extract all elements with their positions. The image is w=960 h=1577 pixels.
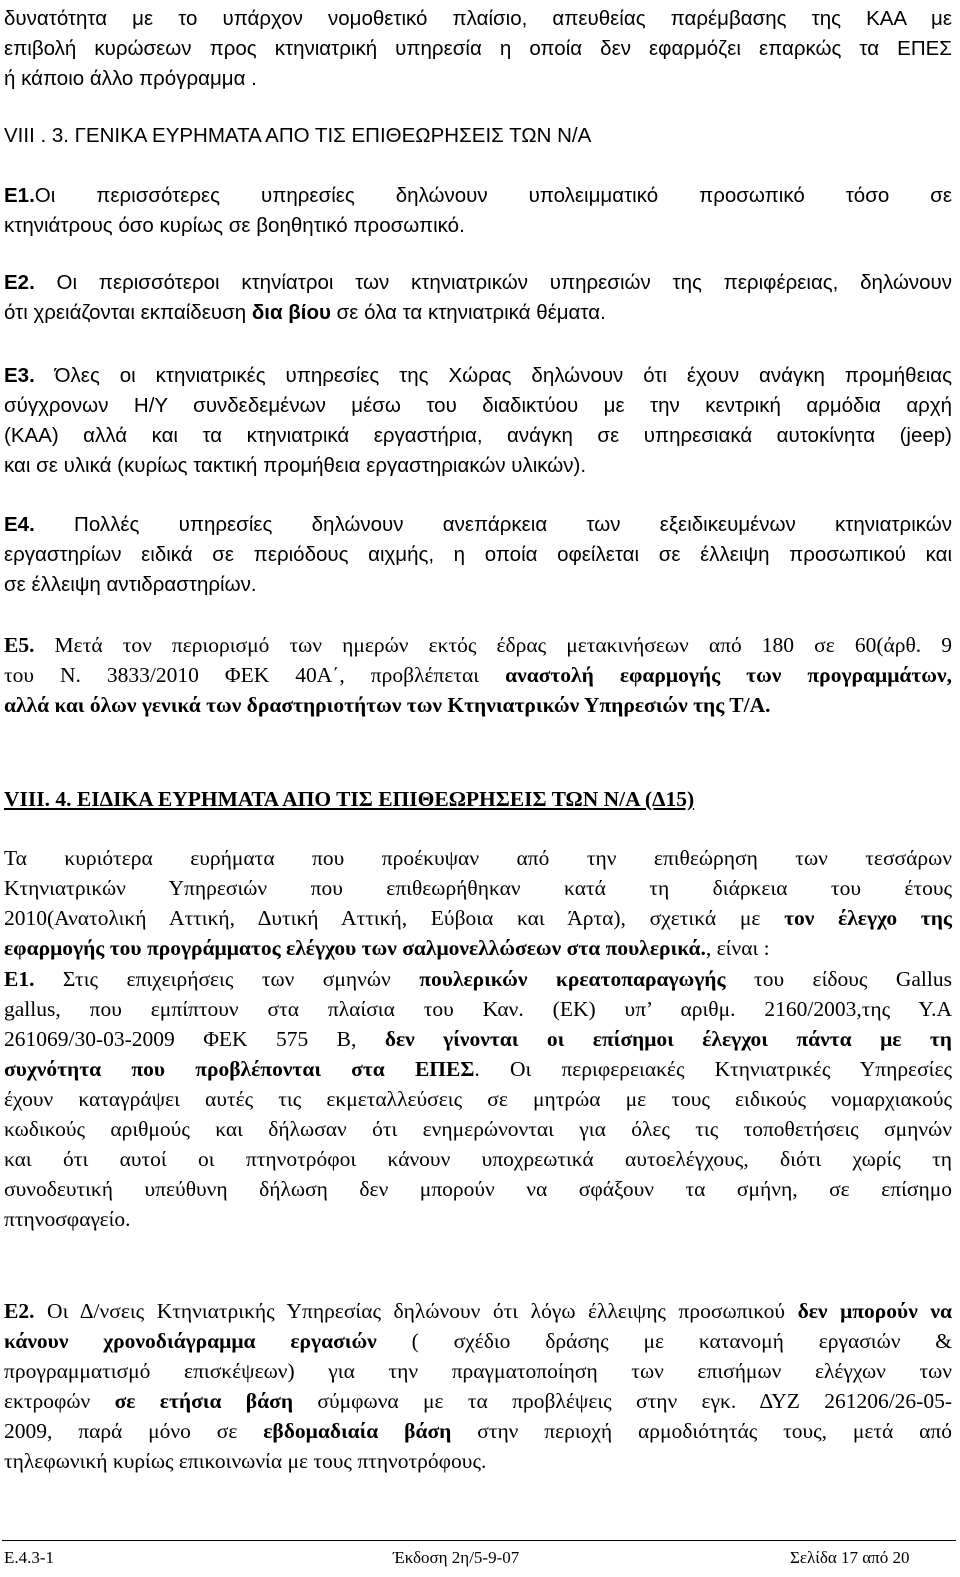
text-line: ή κάποιο άλλο πρόγραμμα . bbox=[4, 67, 257, 90]
section-4-heading: VIII. 4. ΕΙΔΙΚΑ ΕΥΡΗΜΑΤΑ ΑΠΟ ΤΙΣ ΕΠΙΘΕΩΡΗΣΕΙΣ ΤΩΝ Ν/Α (Δ15) bbox=[4, 787, 695, 811]
finding-label: Ε4. bbox=[4, 513, 35, 536]
section-4-intro: Τα κυριότερα ευρήματα που προέκυψαν από την επιθεώρηση των τεσσάρων Κτηνιατρικών Υπηρεσιών που επιθεωρήθηκαν κατά τη διάρκεια του έτους 2010(Ανατολική Αττική, Δυτική Αττική, Εύβοια και Άρτα), σχετικά με τον έλεγχο της εφαρμογής του προγράμματος ελέγχου των σαλμονελλώσεων στα πουλερικά., είναι : bbox=[4, 846, 952, 960]
footer-page-number: Σελίδα 17 από 20 bbox=[790, 1548, 910, 1567]
text-line: δυνατότητα με το υπάρχον νομοθετικό πλαίσιο, απευθείας παρέμβασης της ΚΑΑ με bbox=[4, 7, 952, 30]
finding-label: Ε3. bbox=[4, 364, 35, 387]
finding-label: Ε1. bbox=[4, 184, 35, 207]
finding-label: Ε1. bbox=[4, 967, 35, 991]
finding-label: Ε2. bbox=[4, 1299, 35, 1323]
finding-label: Ε5. bbox=[4, 633, 35, 657]
finding-4-e2: Ε2. Οι Δ/νσεις Κτηνιατρικής Υπηρεσίας δηλώνουν ότι λόγω έλλειψης προσωπικού δεν μπορούν να κάνουν χρονοδιάγραμμα εργασιών ( σχέδιο δράσης με κατανομή εργασιών & προγραμματισμό επισκέψεων) για την πραγματοποίηση των επισήμων ελέγχων των εκτροφών σε ετήσια βάση σύμφωνα με τα προβλέψεις στην εγκ. ΔΥΖ 261206/26-05- 2009, παρά μόνο σε εβδομαδιαία βάση στην περιοχή αρμοδιότητάς τους, μετά από τηλεφωνική κυρίως επικοινωνία με τους πτηνοτρόφους. bbox=[4, 1299, 953, 1473]
finding-e1: Ε1.Οι περισσότερες υπηρεσίες δηλώνουν υπολειμματικό προσωπικό τόσο σε κτηνιάτρους όσο κυρίως σε βοηθητικό προσωπικό. bbox=[4, 184, 952, 237]
footer-divider bbox=[2, 1540, 956, 1541]
section-3-heading: VIII . 3. ΓΕΝΙΚΑ ΕΥΡΗΜΑΤΑ ΑΠΟ ΤΙΣ ΕΠΙΘΕΩΡΗΣΕΙΣ ΤΩΝ Ν/Α bbox=[4, 124, 592, 147]
finding-e4: Ε4. Πολλές υπηρεσίες δηλώνουν ανεπάρκεια των εξειδικευμένων κτηνιατρικών εργαστηρίων ειδικά σε περιόδους αιχμής, η οποία οφείλεται σε έλλειψη προσωπικού και σε έλλειψη αντιδραστηρίων. bbox=[4, 513, 952, 596]
finding-e5: Ε5. Μετά τον περιορισμό των ημερών εκτός έδρας μετακινήσεων από 180 σε 60(άρθ. 9 του Ν. 3833/2010 ΦΕΚ 40Α΄, προβλέπεται αναστολή εφαρμογής των προγραμμάτων, αλλά και όλων γενικά των δραστηριοτήτων των Κτηνιατρικών Υπηρεσιών της Τ/Α. bbox=[4, 633, 952, 717]
footer-edition: Έκδοση 2η/5-9-07 bbox=[393, 1548, 520, 1567]
intro-paragraph bbox=[4, 4, 952, 94]
finding-e3: Ε3. Όλες οι κτηνιατρικές υπηρεσίες της Χώρας δηλώνουν ότι έχουν ανάγκη προμήθειας σύγχρονων Η/Υ συνδεδεμένων μέσω του διαδικτύου με την κεντρική αρμόδια αρχή (ΚΑΑ) αλλά και τα κτηνιατρικά εργαστήρια, ανάγκη σε υπηρεσιακά αυτοκίνητα (jeep) και σε υλικά (κυρίως τακτική προμήθεια εργαστηριακών υλικών). bbox=[4, 364, 952, 477]
finding-e2: Ε2. Οι περισσότεροι κτηνίατροι των κτηνιατρικών υπηρεσιών της περιφέρειας, δηλώνουν ότι χρειάζονται εκπαίδευση δια βίου σε όλα τα κτηνιατρικά θέματα. bbox=[4, 271, 952, 324]
footer-document-code: Ε.4.3-1 bbox=[4, 1548, 55, 1567]
finding-4-e1: Ε1. Στις επιχειρήσεις των σμηνών πουλερικών κρεατοπαραγωγής του είδους Gallus gallus, που εμπίπτουν στα πλαίσια του Καν. (ΕΚ) υπ’ αριθμ. 2160/2003,της Υ.Α 261069/30-03-2009 ΦΕΚ 575 Β, δεν γίνονται οι επίσημοι έλεγχοι πάντα με τη συχνότητα που προβλέπονται στα ΕΠΕΣ. Οι περιφερειακές Κτηνιατρικές Υπηρεσίες έχουν καταγράψει αυτές τις εκμεταλλεύσεις σε μητρώα με τους ειδικούς νομαρχιακούς κωδικούς αριθμούς και δήλωσαν ότι ενημερώνονται για όλες τις τοποθετήσεις σμηνών και ότι αυτοί οι πτηνοτρόφοι κάνουν υποχρεωτικά αυτοελέγχους, διότι χωρίς τη συνοδευτική υπεύθυνη δήλωση δεν μπορούν να σφάξουν τα σμήνη, σε επίσημο πτηνοσφαγείο. bbox=[4, 967, 952, 1231]
text-line: επιβολή κυρώσεων προς κτηνιατρική υπηρεσία η οποία δεν εφαρμόζει επαρκώς τα ΕΠΕΣ bbox=[4, 37, 952, 60]
finding-label: Ε2. bbox=[4, 271, 35, 294]
